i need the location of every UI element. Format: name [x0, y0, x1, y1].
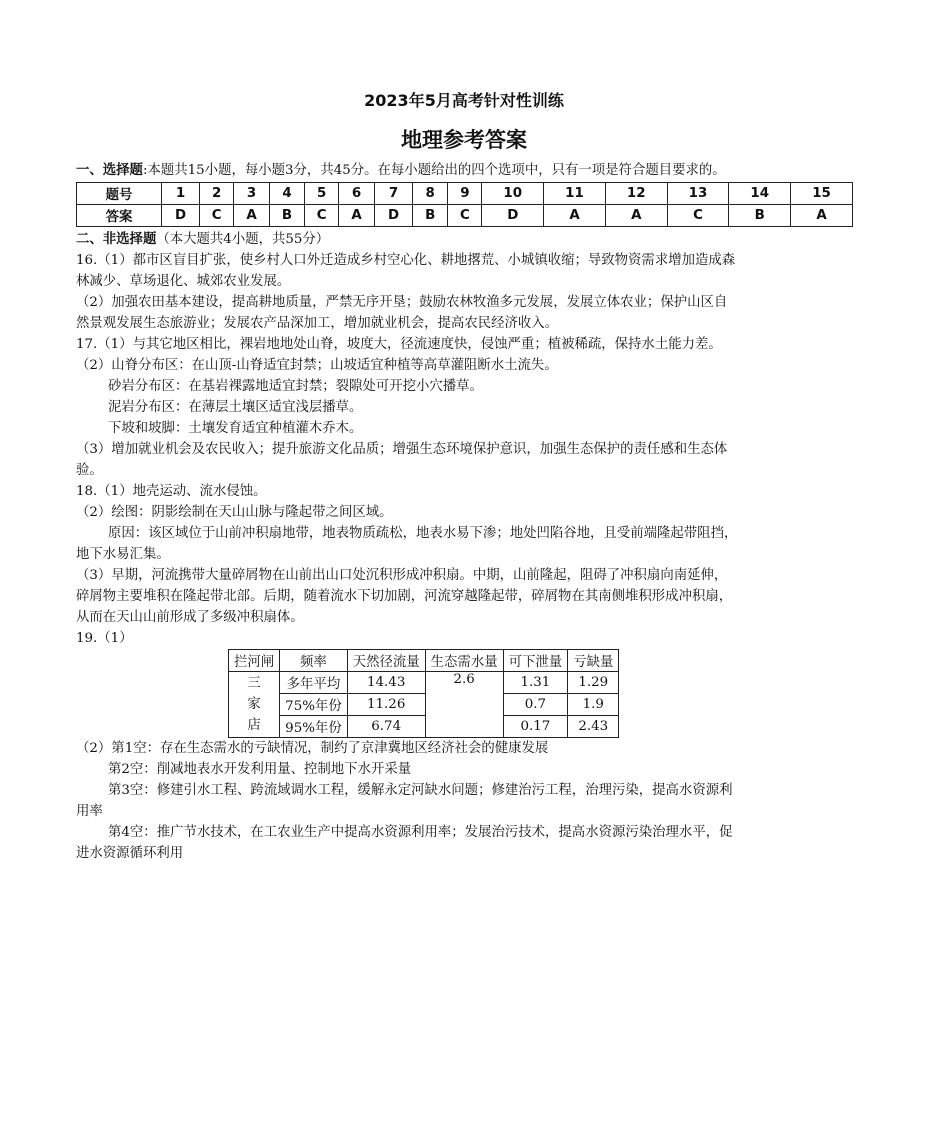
question-number: 7 — [374, 183, 412, 205]
answer-cell: C — [200, 205, 234, 227]
q19-answer-5b: 进水资源循环利用 — [76, 846, 184, 861]
header-discharge: 可下泄量 — [503, 650, 568, 672]
question-number: 8 — [413, 183, 448, 205]
section1-heading: 一、选择题 — [76, 163, 143, 178]
natural-runoff-cell: 14.43 — [347, 672, 425, 694]
answer-cell: C — [448, 205, 482, 227]
header-natural-runoff: 天然径流量 — [347, 650, 425, 672]
question-number: 9 — [448, 183, 482, 205]
discharge-cell: 0.7 — [503, 694, 568, 716]
question-number: 15 — [791, 183, 853, 205]
q17-answer-1: 17.（1）与其它地区相比，裸岩地地处山脊，坡度大，径流速度快，侵蚀严重；植被稀疏，保持水土能力差。 — [76, 337, 722, 352]
flow-header-row — [229, 650, 619, 672]
answer-cell: B — [729, 205, 791, 227]
question-number: 11 — [544, 183, 606, 205]
station-char: 家 — [247, 697, 261, 712]
question-number: 13 — [667, 183, 729, 205]
header-eco-demand: 生态需水量 — [425, 650, 503, 672]
question-number: 3 — [234, 183, 270, 205]
answer-cell: D — [482, 205, 544, 227]
q19-answer-4b: 用率 — [76, 804, 103, 819]
flow-row — [229, 672, 619, 694]
section1-intro — [76, 160, 856, 181]
choice-answer-table — [76, 182, 853, 227]
answer-cell: B — [269, 205, 304, 227]
header-frequency: 频率 — [280, 650, 348, 672]
deficit-cell: 1.29 — [568, 672, 619, 694]
q19-answer-3: 第2空：削减地表水开发利用量、控制地下水开采量 — [108, 762, 412, 777]
deficit-cell: 1.9 — [568, 694, 619, 716]
answer-row-label: 答案 — [77, 205, 162, 227]
exam-title: 2023年5月高考针对性训练 — [364, 91, 564, 110]
water-flow-table — [228, 649, 619, 738]
answer-cell: D — [162, 205, 200, 227]
q17-answer-5: 下坡和坡脚：土壤发育适宜种植灌木乔木。 — [108, 421, 363, 436]
discharge-cell: 0.17 — [503, 716, 568, 738]
flow-row — [229, 716, 619, 738]
q17-answer-3: 砂岩分布区：在基岩裸露地适宜封禁；裂隙处可开挖小穴播草。 — [108, 379, 483, 394]
answer-cell: A — [339, 205, 375, 227]
question-number-row — [77, 183, 853, 205]
question-number: 12 — [605, 183, 667, 205]
q19-answer-5a: 第4空：推广节水技术，在工农业生产中提高水资源利用率；发展治污技术，提高水资源污染治理水平，促 — [108, 825, 733, 840]
q17-answer-6a: （3）增加就业机会及农民收入；提升旅游文化品质；增强生态环境保护意识，加强生态保护的责任感和生态体 — [76, 442, 728, 457]
answer-cell: A — [544, 205, 606, 227]
q19-answer-2: （2）第1空：存在生态需水的亏缺情况，制约了京津冀地区经济社会的健康发展 — [76, 741, 549, 756]
section1-desc: :本题共15小题，每小题3分，共45分。在每小题给出的四个选项中，只有一项是符合题目要求的。 — [142, 163, 726, 178]
q16-answer-2a: （2）加强农田基本建设，提高耕地质量，严禁无序开垦；鼓励农林牧渔多元发展，发展立体农业；保护山区自 — [76, 295, 728, 310]
frequency-cell: 95%年份 — [280, 716, 348, 738]
frequency-cell: 多年平均 — [280, 672, 348, 694]
station-name-cell — [229, 672, 280, 738]
section2-heading: 二、非选择题 — [76, 232, 157, 247]
discharge-cell: 1.31 — [503, 672, 568, 694]
answer-cell: B — [413, 205, 448, 227]
answer-cell: A — [234, 205, 270, 227]
q17-answer-6b: 验。 — [76, 463, 103, 478]
q18-answer-4a: （3）早期，河流携带大量碎屑物在山前出山口处沉积形成冲积扇。中期，山前隆起，阻碍了冲积扇向南延伸， — [76, 568, 728, 583]
q18-answer-3a: 原因：该区域位于山前冲积扇地带，地表物质疏松，地表水易下渗；地处凹陷谷地，且受前端隆起带阻挡， — [108, 526, 738, 541]
question-number: 2 — [200, 183, 234, 205]
q18-answer-1: 18.（1）地壳运动、流水侵蚀。 — [76, 484, 267, 499]
answer-cell: C — [667, 205, 729, 227]
q19-answer-1: 19.（1） — [76, 631, 133, 646]
question-number: 5 — [305, 183, 339, 205]
q18-answer-2: （2）绘图：阴影绘制在天山山脉与隆起带之间区域。 — [76, 505, 393, 520]
q18-answer-4b: 碎屑物主要堆积在隆起带北部。后期，随着流水下切加剧，河流穿越隆起带，碎屑物在其南侧堆积形成冲积扇， — [76, 589, 733, 604]
q16-answer-1a: 16.（1）都市区盲目扩张，使乡村人口外迁造成乡村空心化、耕地撂荒、小城镇收缩；导致物资需求增加造成森 — [76, 253, 736, 268]
answer-row — [77, 205, 853, 227]
eco-demand-cell: 2.6 — [425, 672, 503, 738]
answer-cell: D — [374, 205, 412, 227]
question-number: 14 — [729, 183, 791, 205]
q18-answer-3b: 地下水易汇集。 — [76, 547, 170, 562]
natural-runoff-cell: 11.26 — [347, 694, 425, 716]
question-row-label: 题号 — [77, 183, 162, 205]
q16-answer-1b: 林减少、草场退化、城郊农业发展。 — [76, 274, 291, 289]
answer-title: 地理参考答案 — [401, 128, 527, 152]
q17-answer-2: （2）山脊分布区：在山顶-山脊适宜封禁；山坡适宜种植等高草灌阻断水土流失。 — [76, 358, 558, 373]
question-number: 4 — [269, 183, 304, 205]
question-number: 6 — [339, 183, 375, 205]
header-station: 拦河闸 — [229, 650, 280, 672]
flow-row — [229, 694, 619, 716]
q19-answer-4a: 第3空：修建引水工程、跨流域调水工程，缓解永定河缺水问题；修建治污工程，治理污染，提高水资源利 — [108, 783, 733, 798]
natural-runoff-cell: 6.74 — [347, 716, 425, 738]
question-number: 10 — [482, 183, 544, 205]
section2-desc: （本大题共4小题，共55分） — [156, 232, 330, 247]
frequency-cell: 75%年份 — [280, 694, 348, 716]
q16-answer-2b: 然景观发展生态旅游业；发展农产品深加工，增加就业机会，提高农民经济收入。 — [76, 316, 559, 331]
deficit-cell: 2.43 — [568, 716, 619, 738]
header-deficit: 亏缺量 — [568, 650, 619, 672]
answer-content — [76, 160, 856, 864]
q17-answer-4: 泥岩分布区：在薄层土壤区适宜浅层播草。 — [108, 400, 363, 415]
section2-intro — [76, 229, 856, 250]
station-char: 店 — [247, 718, 261, 733]
answer-cell: A — [605, 205, 667, 227]
answer-cell: A — [791, 205, 853, 227]
question-number: 1 — [162, 183, 200, 205]
station-char: 三 — [247, 676, 261, 691]
answer-cell: C — [305, 205, 339, 227]
q18-answer-4c: 从而在天山山前形成了多级冲积扇体。 — [76, 610, 304, 625]
